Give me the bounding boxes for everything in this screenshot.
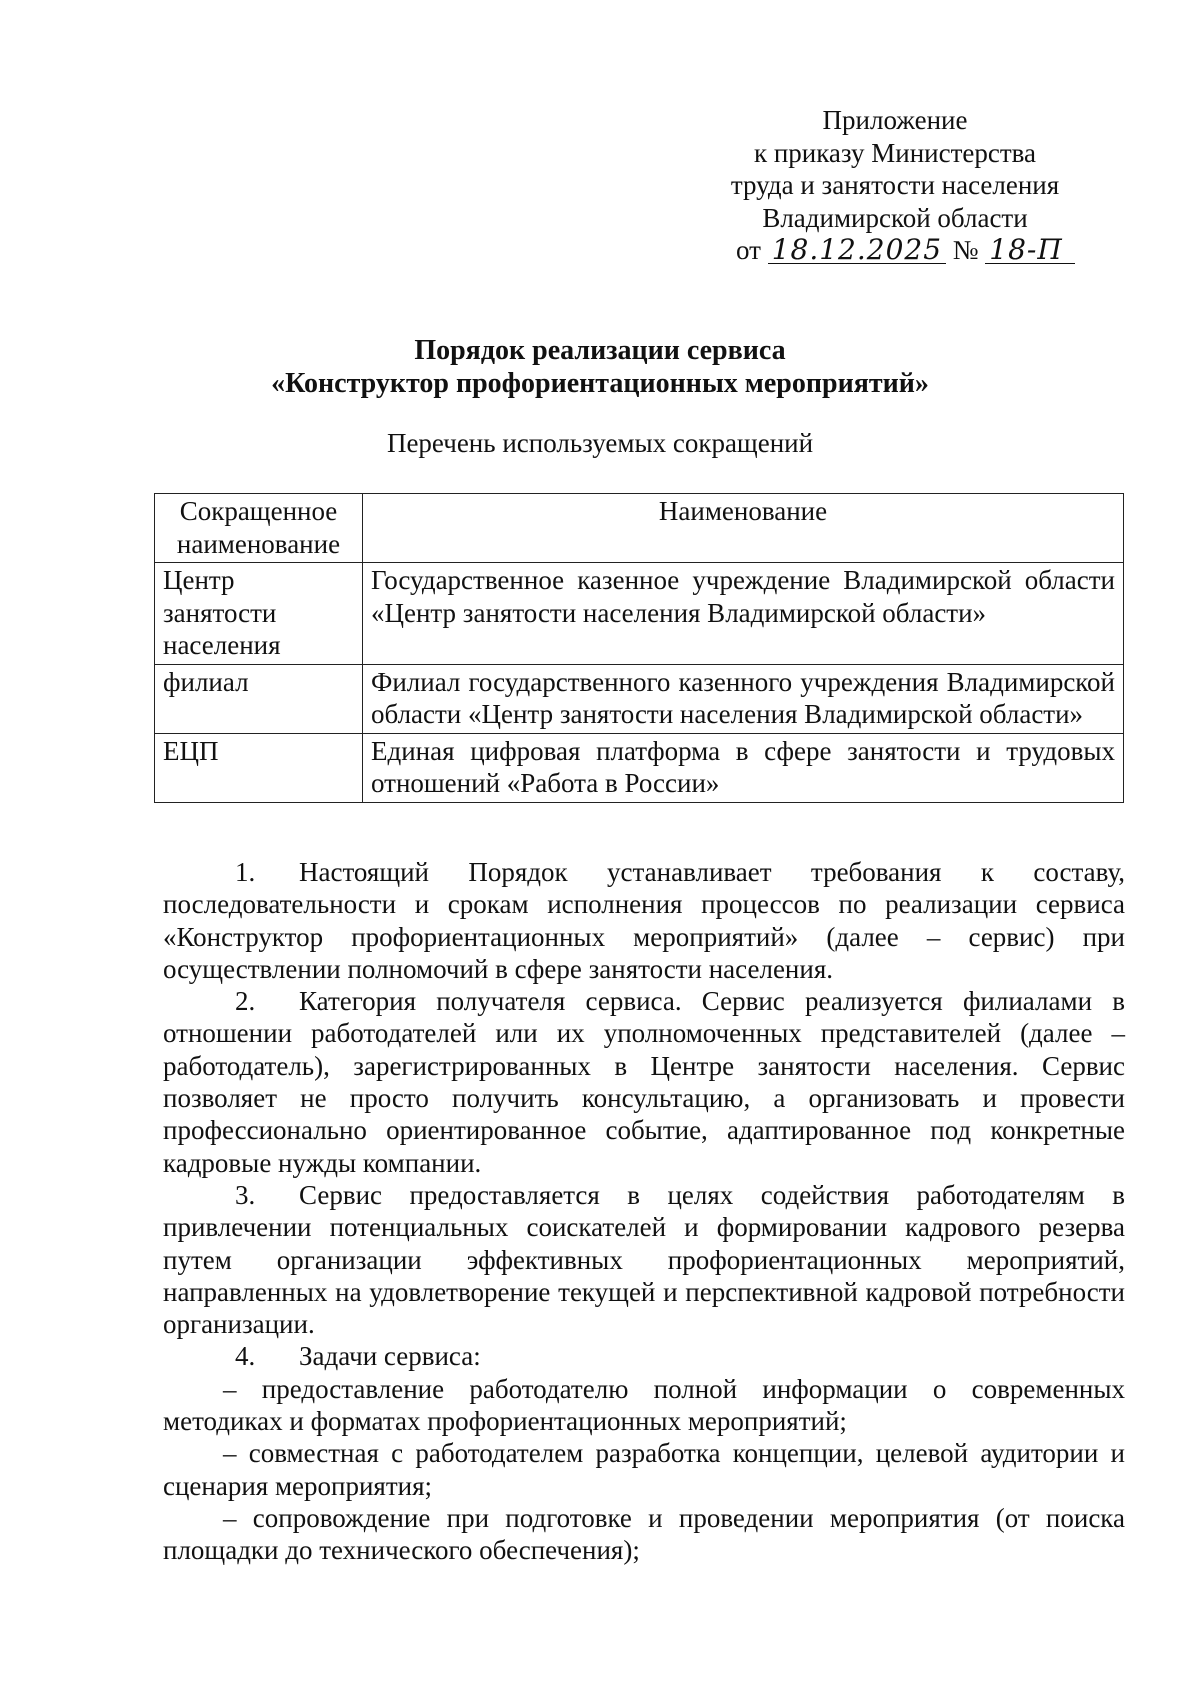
table-row: [155, 733, 1124, 802]
header-order-ref: к приказу Министерства: [753, 137, 1037, 168]
abbr-short-name: филиал: [155, 664, 363, 733]
column-header-full-name: Наименование: [363, 494, 1124, 563]
abbreviations-caption: Перечень используемых сокращений: [386, 428, 814, 458]
task-item: – предоставление работодателю полной информации о современных методиках и форматах профориентационных мероприятий;: [163, 1373, 1125, 1437]
paragraph-text: Сервис предоставляется в целях содействия работодателям в привлечении потенциальных соискателей и формировании кадрового резерва путем организации эффективных профориентационных мероприятий, направленных на удовлетворение текущей и перспективной кадровой потребности организации.: [163, 1179, 1125, 1340]
abbreviations-table: [154, 493, 1124, 803]
from-label: от: [736, 235, 761, 265]
title-line-1: Порядок реализации сервиса: [414, 335, 786, 366]
column-header-short-name: Сокращенное наименование: [155, 494, 363, 563]
header-ministry-name: труда и занятости населения: [730, 170, 1060, 200]
table-row: [155, 664, 1124, 733]
document-body: [163, 856, 1125, 1567]
title-line-2: «Конструктор профориентационных мероприятий»: [271, 368, 929, 399]
handwritten-number: 18-П: [985, 237, 1075, 264]
paragraph-number: 1.: [235, 857, 256, 887]
paragraph-4: [163, 1340, 1125, 1372]
abbr-full-name: Государственное казенное учреждение Владимирской области «Центр занятости населения Владимирской области»: [363, 563, 1124, 665]
paragraph-3: [163, 1179, 1125, 1340]
paragraph-number: 4.: [235, 1341, 256, 1372]
abbr-full-name: Филиал государственного казенного учреждения Владимирской области «Центр занятости населения Владимирской области»: [363, 664, 1124, 733]
table-row: [155, 563, 1124, 665]
header-date-number-line: [700, 234, 1090, 267]
handwritten-date: 18.12.2025: [768, 237, 946, 264]
paragraph-text: Задачи сервиса:: [299, 1341, 481, 1372]
task-item: – совместная с работодателем разработка концепции, целевой аудитории и сценария мероприятия;: [163, 1438, 1125, 1501]
paragraph-text: Настоящий Порядок устанавливает требования к составу, последовательности и срокам исполнения процессов по реализации сервиса «Конструктор профориентационных мероприятий» (далее – сервис) при осуществлении полномочий в сфере занятости населения.: [163, 857, 1125, 984]
paragraph-number: 3.: [235, 1179, 256, 1210]
paragraph-2: [163, 985, 1125, 1179]
paragraph-1: [163, 856, 1125, 985]
table-header-row: [155, 494, 1124, 563]
header-appendix-label: Приложение: [822, 105, 968, 135]
approval-header: [700, 104, 1090, 267]
abbr-short-name: ЕЦП: [155, 733, 363, 802]
number-label: №: [952, 235, 979, 265]
paragraph-number: 2.: [235, 986, 256, 1017]
abbr-full-name: Единая цифровая платформа в сфере занятости и трудовых отношений «Работа в России»: [363, 733, 1124, 802]
task-item: – сопровождение при подготовке и проведении мероприятия (от поиска площадки до технического обеспечения);: [163, 1502, 1125, 1566]
abbr-short-name: Центр занятости населения: [155, 563, 363, 665]
document-title: [0, 334, 1200, 400]
paragraph-text: Категория получателя сервиса. Сервис реализуется филиалами в отношении работодателей или их уполномоченных представителей (далее – работодатель), зарегистрированных в Центре занятости населения. Сервис позволяет не просто получить консультацию, а организовать и провести профессионально ориентированное событие, адаптированное под конкретные кадровые нужды компании.: [163, 986, 1125, 1178]
header-region-name: Владимирской области: [762, 202, 1028, 233]
